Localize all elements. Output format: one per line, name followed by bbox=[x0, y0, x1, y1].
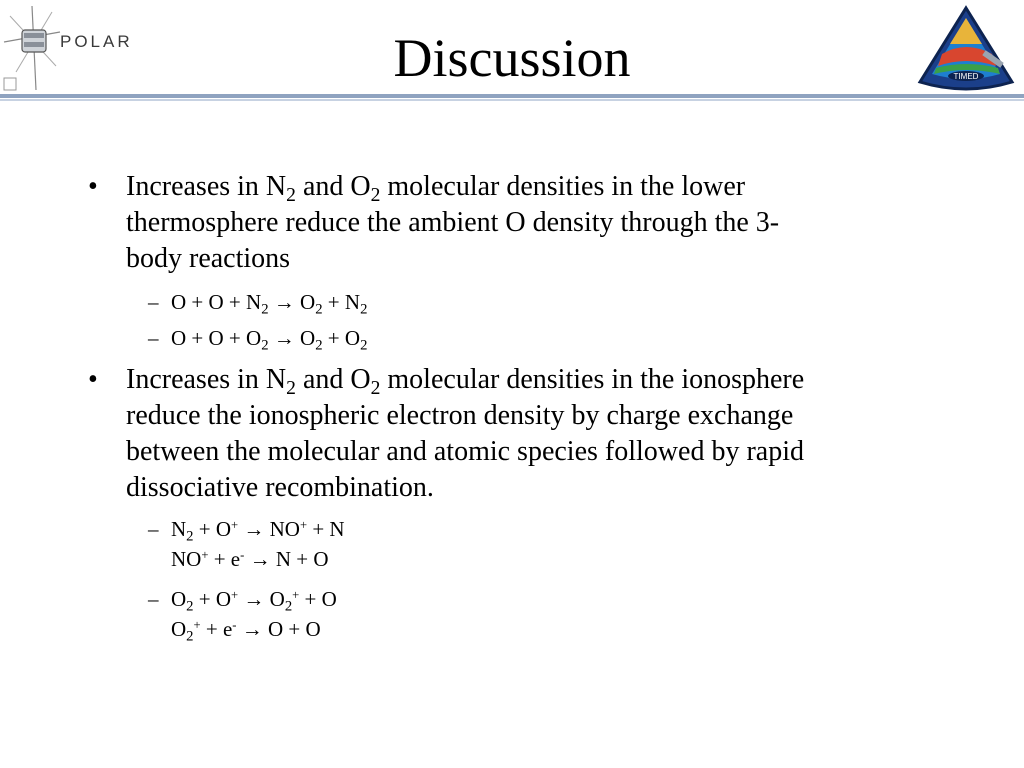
text-run: + N bbox=[307, 517, 345, 541]
text-run: Increases in N bbox=[126, 171, 287, 202]
bullet-item bbox=[88, 362, 978, 506]
equation bbox=[171, 323, 948, 353]
dash-marker: – bbox=[148, 290, 159, 314]
bullet-text bbox=[126, 169, 978, 277]
subscript: 2 bbox=[370, 184, 381, 206]
text-run: + e bbox=[208, 547, 241, 571]
bullet-item bbox=[88, 169, 978, 277]
text-run: → N + O bbox=[244, 547, 329, 571]
text-run: N bbox=[171, 517, 187, 541]
superscript: + bbox=[292, 588, 300, 603]
text-run: between the molecular and atomic species followed by rapid bbox=[126, 436, 804, 467]
sub-bullet-item bbox=[148, 323, 948, 353]
timed-label: TIMED bbox=[953, 72, 979, 81]
text-run: NO bbox=[171, 547, 202, 571]
timed-logo bbox=[912, 4, 1020, 94]
subscript: 2 bbox=[261, 301, 269, 318]
subscript: 2 bbox=[360, 301, 368, 318]
subscript: 2 bbox=[186, 598, 194, 615]
subscript: 2 bbox=[186, 528, 194, 545]
text-run: thermosphere reduce the ambient O density through the 3- bbox=[126, 207, 780, 238]
text-run: + O bbox=[322, 326, 361, 350]
text-run: and O bbox=[295, 364, 371, 395]
dash-marker: – bbox=[148, 587, 159, 611]
text-run: + e bbox=[200, 617, 233, 641]
subscript: 2 bbox=[315, 337, 323, 354]
text-run: reduce the ionospheric electron density by charge exchange bbox=[126, 400, 794, 431]
text-run: → NO bbox=[238, 517, 300, 541]
bullet-text bbox=[126, 362, 978, 506]
subscript: 2 bbox=[284, 598, 293, 615]
text-run: dissociative recombination. bbox=[126, 472, 434, 503]
subscript: 2 bbox=[186, 628, 194, 645]
text-run: O + O + N bbox=[171, 290, 262, 314]
subscript: 2 bbox=[286, 184, 296, 206]
superscript: + bbox=[193, 618, 201, 633]
slide-title: Discussion bbox=[393, 28, 631, 88]
text-run: molecular densities in the lower bbox=[380, 171, 746, 202]
text-run: Increases in N bbox=[126, 364, 287, 395]
text-run: → O bbox=[268, 326, 316, 350]
text-run: → O bbox=[238, 587, 285, 611]
subscript: 2 bbox=[360, 337, 368, 354]
text-run: → O + O bbox=[236, 617, 321, 641]
subscript: 2 bbox=[286, 377, 296, 399]
subscript: 2 bbox=[370, 377, 381, 399]
text-run: + O bbox=[299, 587, 337, 611]
equation bbox=[171, 584, 948, 644]
text-run: and O bbox=[295, 171, 371, 202]
text-run: + O bbox=[193, 517, 232, 541]
bullet-marker: • bbox=[88, 364, 98, 395]
text-run: molecular densities in the ionosphere bbox=[380, 364, 805, 395]
equation bbox=[171, 287, 948, 317]
text-run: body reactions bbox=[126, 243, 291, 274]
mission-patch-icon bbox=[912, 4, 1020, 94]
header-rule bbox=[0, 94, 1024, 98]
equation bbox=[171, 514, 948, 574]
text-run: O bbox=[171, 587, 187, 611]
text-run: O bbox=[171, 617, 187, 641]
header-rule-light bbox=[0, 99, 1024, 101]
superscript: + bbox=[231, 518, 239, 533]
dash-marker: – bbox=[148, 517, 159, 541]
superscript: + bbox=[231, 588, 239, 603]
subscript: 2 bbox=[315, 301, 323, 318]
superscript: - bbox=[232, 618, 237, 633]
superscript: + bbox=[201, 548, 209, 563]
text-run: + O bbox=[193, 587, 232, 611]
text-run: O + O + O bbox=[171, 326, 262, 350]
dash-marker: – bbox=[148, 326, 159, 350]
sub-bullet-item bbox=[148, 584, 948, 644]
superscript: + bbox=[299, 518, 308, 533]
text-run: + N bbox=[322, 290, 361, 314]
bullet-marker: • bbox=[88, 171, 98, 202]
superscript: - bbox=[240, 548, 245, 563]
sub-bullet-item bbox=[148, 287, 948, 317]
sub-bullet-item bbox=[148, 514, 948, 574]
subscript: 2 bbox=[261, 337, 269, 354]
text-run: → O bbox=[268, 290, 316, 314]
polar-wordmark: POLAR bbox=[60, 32, 133, 51]
